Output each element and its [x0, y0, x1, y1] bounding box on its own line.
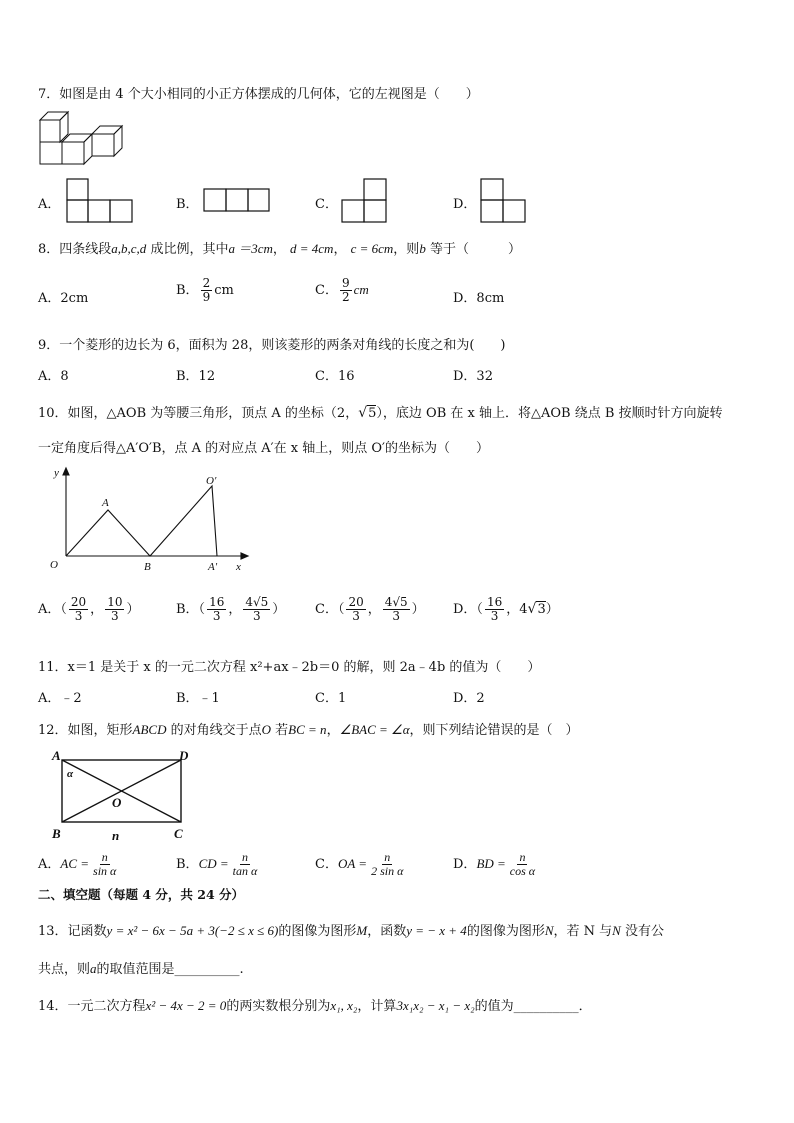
q10-fig-a-label: A — [102, 497, 109, 509]
q9-option-c: C．16 — [315, 369, 355, 384]
q10-option-c: C．（ $\frac{20}{3}$ ， $\frac{4√5}{3}$ ） — [315, 595, 425, 624]
q11-stem: 11．x＝1 是关于 x 的一元二次方程 x²+ax﹣2b＝0 的解，则 2a﹣4b 的值为（ ） — [38, 660, 541, 675]
q11-option-d: D．2 — [453, 691, 485, 706]
q12-fig-c-label: C — [174, 826, 183, 841]
q7-option-a-figure — [66, 178, 134, 224]
q9-option-a: A．8 — [38, 369, 69, 384]
q10-fig-o-label: O — [50, 559, 58, 571]
q7-solid-figure — [36, 108, 131, 168]
q9-stem: 9．一个菱形的边长为 6，面积为 28，则该菱形的两条对角线的长度之和为( ) — [38, 338, 506, 353]
q10-coordinate-figure — [40, 462, 255, 577]
q9-option-b: B．12 — [176, 369, 216, 384]
q7-option-c-label: C． — [315, 197, 338, 212]
q7-option-c-figure — [341, 178, 389, 224]
q12-rectangle-figure — [48, 746, 198, 842]
q12-stem: 12．如图，矩形ABCD 的对角线交于点O 若BC = n，∠BAC = ∠α，则下列结论错误的是（ ） — [38, 722, 579, 738]
q8-option-b: B． $\frac{2}{9}$ cm — [176, 276, 234, 305]
q12-option-d: D．BD = $\frac{n}{\text{cos α}}$ — [453, 850, 536, 879]
q10-fig-b-label: B — [144, 561, 151, 573]
q10-fig-x-label: x — [236, 561, 241, 573]
q7-option-a-label: A． — [38, 197, 61, 212]
q10-option-d: D．（ $\frac{16}{3}$ ，4√3） — [453, 595, 559, 624]
q12-fig-a-label: A — [52, 748, 61, 763]
section-heading-fill-in: 二、填空题（每题 4 分，共 24 分） — [38, 887, 245, 902]
q7-option-d-figure — [480, 178, 528, 224]
q10-option-a: A．（ $\frac{20}{3}$ ， $\frac{10}{3}$ ） — [38, 595, 140, 624]
q7-stem: 7．如图是由 4 个大小相同的小正方体摆成的几何体，它的左视图是（ ） — [38, 87, 479, 102]
q8-stem: 8．四条线段a,b,c,d 成比例，其中a ＝3cm， d = 4cm， c = 6cm，则b 等于（ ） — [38, 241, 521, 257]
q10-option-b: B．（ $\frac{16}{3}$ ， $\frac{4√5}{3}$ ） — [176, 595, 286, 624]
q10-fig-a2-label: A′ — [208, 561, 218, 573]
q13-answer-blank[interactable]: __________ — [174, 962, 240, 977]
q9-option-d: D．32 — [453, 369, 493, 384]
q10-stem-line2: 一定角度后得△A′O′B，点 A 的对应点 A′在 x 轴上，则点 O′的坐标为（ ） — [38, 441, 489, 456]
q7-option-b-figure — [203, 188, 271, 214]
q12-fig-alpha-label: α — [67, 768, 74, 780]
q11-option-a: A．﹣2 — [38, 691, 82, 706]
q14-answer-blank[interactable]: __________ — [513, 999, 579, 1014]
q11-option-b: B．﹣1 — [176, 691, 220, 706]
q13-line1: 13．记函数y = x² − 6x − 5a + 3(−2 ≤ x ≤ 6)的图像为图形M，函数y = − x + 4的图像为图形N，若 N 与N 没有公 — [38, 923, 664, 939]
q14-stem: 14．一元二次方程x² − 4x − 2 = 0的两实数根分别为x₁, x₂，计算3x₁x₂ − x₁ − x₂的值为__________． — [38, 998, 592, 1014]
q13-line2: 共点，则a的取值范围是__________. — [38, 961, 244, 977]
q12-option-c: C．OA = $\frac{n}{\text{2 sin α}}$ — [315, 850, 404, 879]
q8-option-a: A．2cm — [38, 291, 89, 306]
q10-stem-line1: 10．如图，△AOB 为等腰三角形，顶点 A 的坐标（2，√5），底边 OB 在 x 轴上．将△AOB 绕点 B 按顺时针方向旋转 — [38, 405, 723, 421]
q12-fig-d-label: D — [179, 748, 189, 763]
q8-option-d: D．8cm — [453, 291, 505, 306]
q12-option-a: A．AC = $\frac{n}{\text{sin α}}$ — [38, 850, 117, 879]
q7-option-b-label: B． — [176, 197, 199, 212]
q8-option-c: C． $\frac{9}{2}$ cm — [315, 276, 369, 305]
q12-fig-b-label: B — [52, 826, 61, 841]
q10-fig-o2-label: O′ — [206, 475, 217, 487]
q12-fig-o-label: O — [112, 795, 122, 810]
q11-option-c: C．1 — [315, 691, 347, 706]
q10-fig-y-label: y — [54, 467, 59, 479]
q7-option-d-label: D． — [453, 197, 477, 212]
q12-fig-n-label: n — [112, 828, 120, 842]
q12-option-b: B．CD = $\frac{n}{\text{tan α}}$ — [176, 850, 258, 879]
